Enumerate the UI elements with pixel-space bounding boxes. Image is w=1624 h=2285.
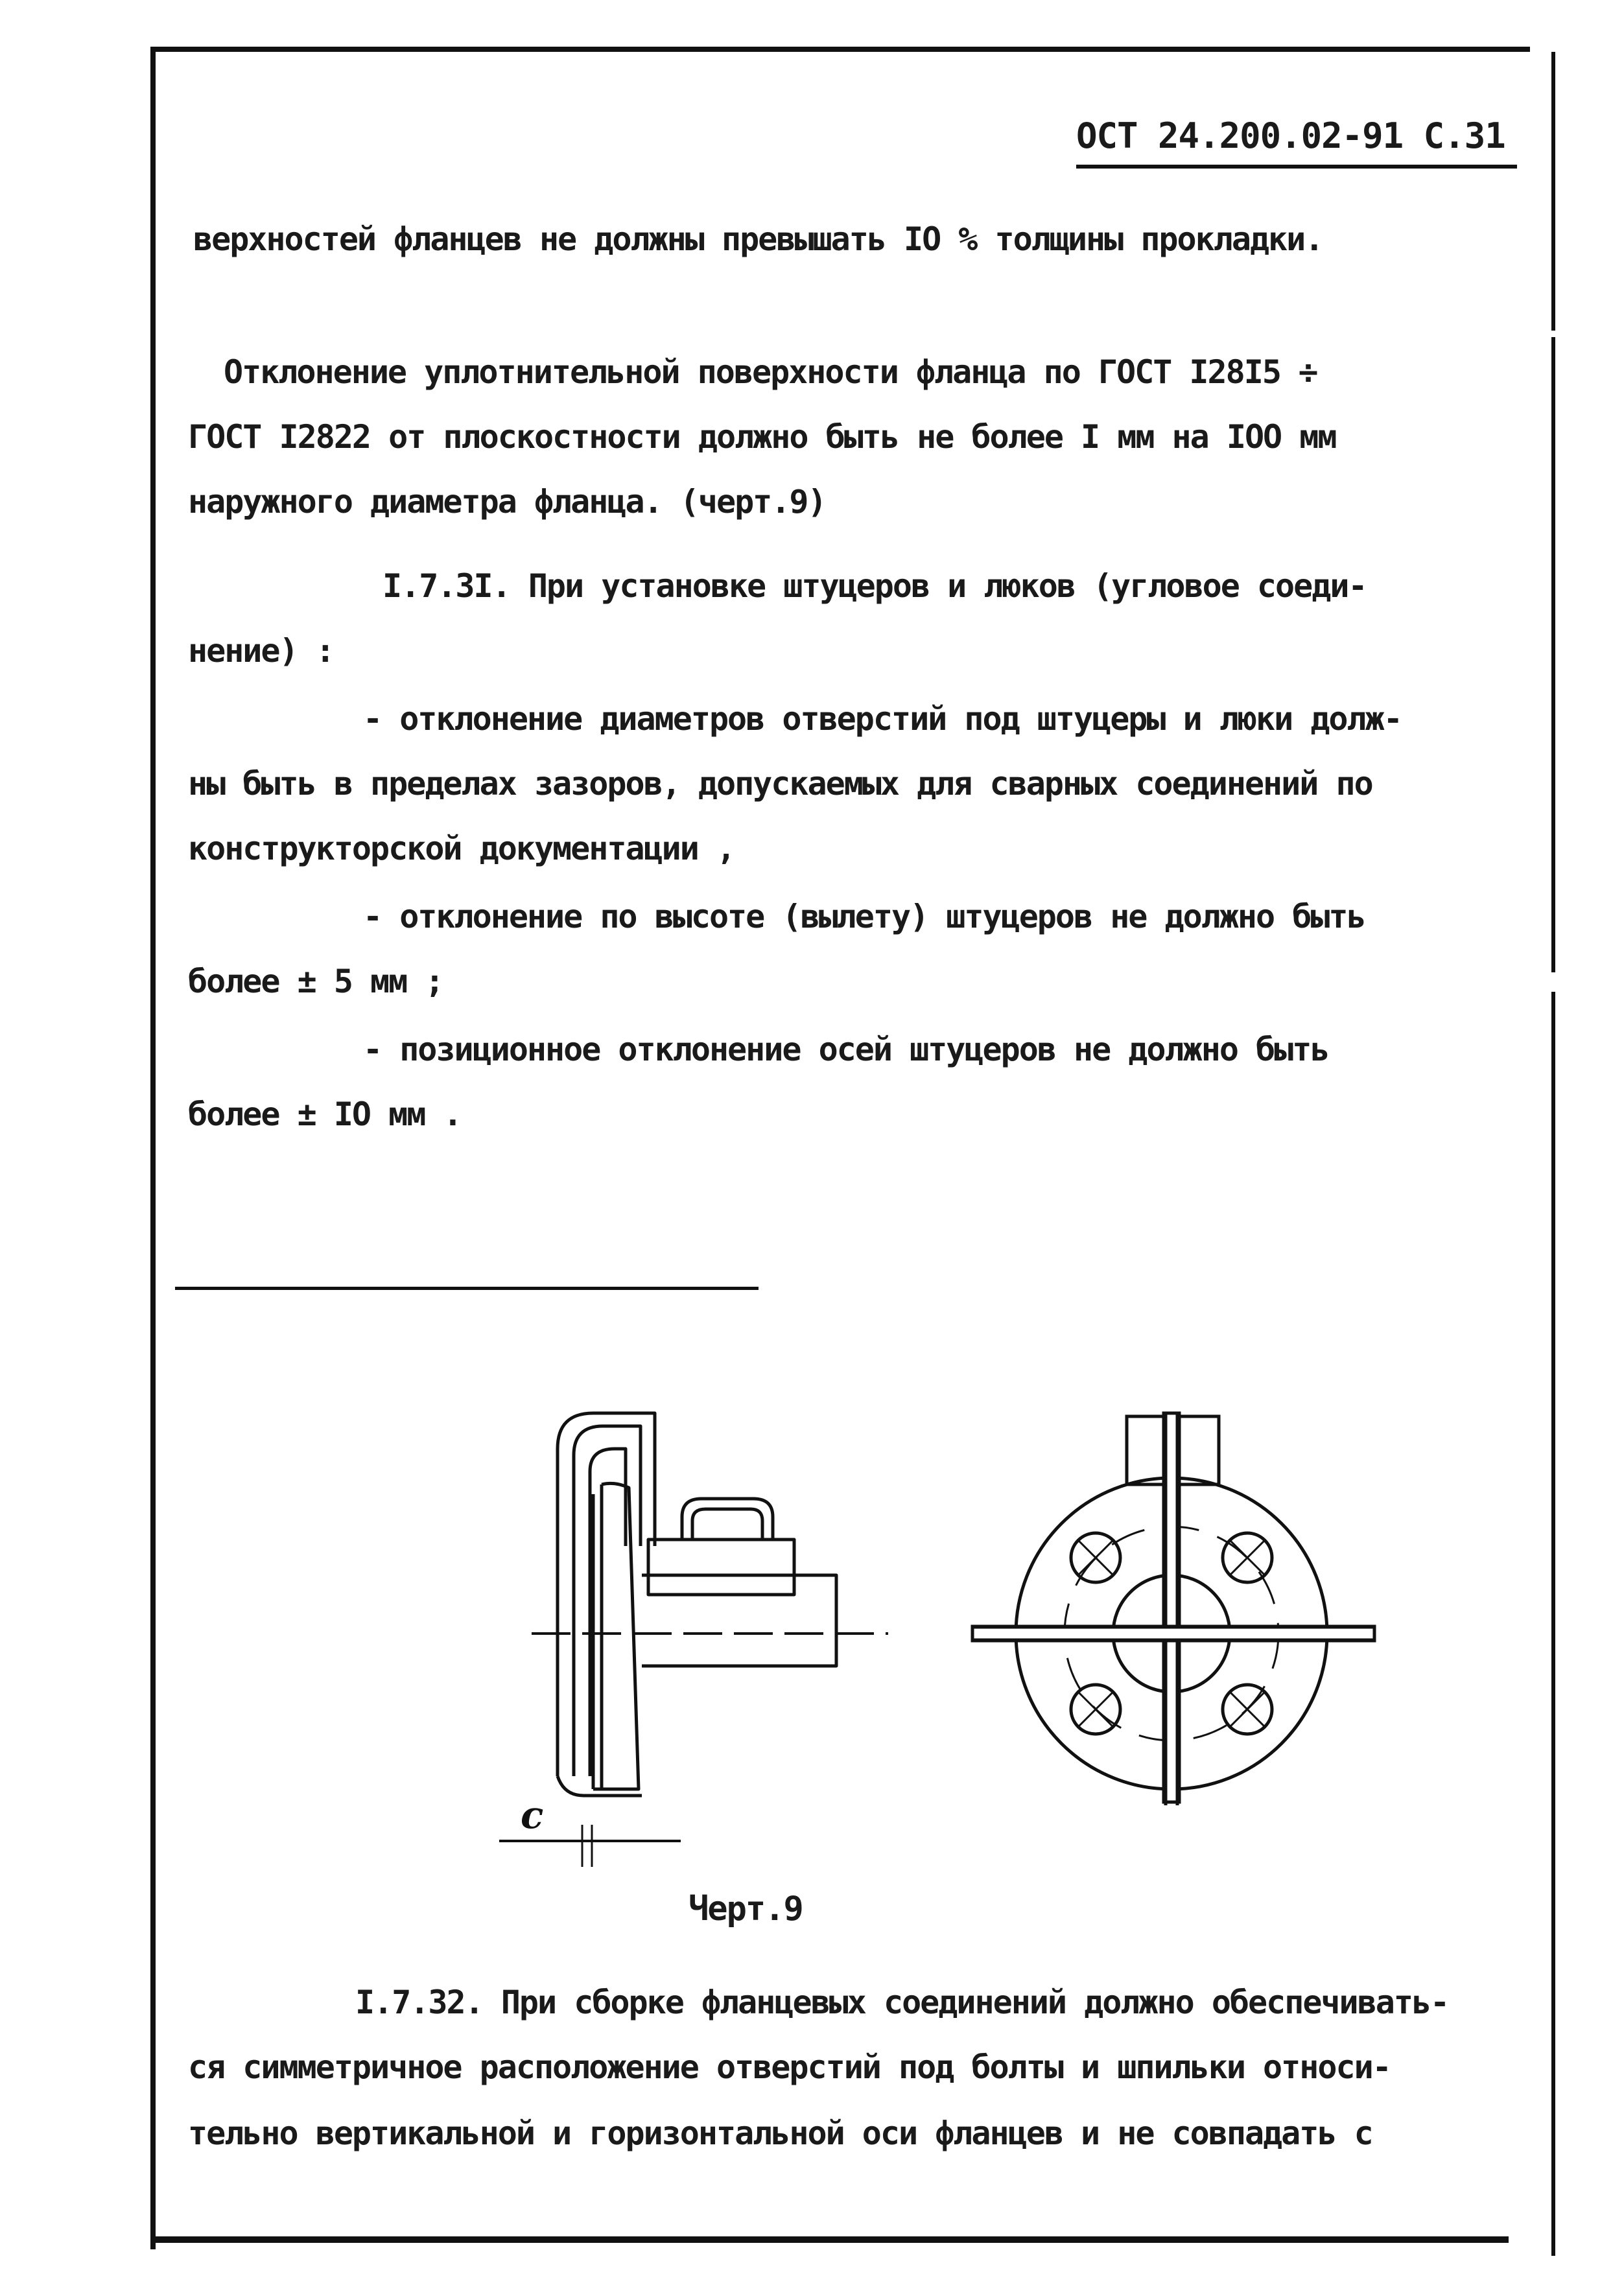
flange-front-view-icon xyxy=(972,1413,1374,1805)
body-line: конструкторской документации , xyxy=(188,830,735,867)
body-line: нение) : xyxy=(188,632,334,670)
document-code: ОСТ 24.200.02-91 С.31 xyxy=(1076,115,1505,156)
body-line: более ± IO мм . xyxy=(188,1096,462,1133)
body-line: наружного диаметра фланца. (черт.9) xyxy=(188,483,826,521)
list-item: - позиционное отклонение осей штуцеров не должно быть xyxy=(363,1031,1329,1068)
body-line: ся симметричное расположение отверстий под болты и шпильки относи- xyxy=(188,2048,1391,2086)
flange-side-view-icon xyxy=(499,1413,888,1867)
list-item: - отклонение диаметров отверстий под штуцеры и люки долж- xyxy=(363,700,1402,738)
body-line: ны быть в пределах зазоров, допускаемых для сварных соединений по xyxy=(188,765,1372,803)
list-item: - отклонение по высоте (вылету) штуцеров не должно быть xyxy=(363,898,1365,935)
body-line: тельно вертикальной и горизонтальной оси фланцев и не совпадать с xyxy=(188,2115,1372,2152)
figure-label-c: c xyxy=(521,1793,544,1837)
section-heading: I.7.3I. При установке штуцеров и люков (угловое соеди- xyxy=(382,567,1367,605)
body-line: ГОСТ I2822 от плоскостности должно быть не более I мм на IOO мм xyxy=(188,418,1336,456)
body-line: Отклонение уплотнительной поверхности фланца по ГОСТ I28I5 ÷ xyxy=(224,353,1317,391)
body-line: верхностей фланцев не должны превышать IO % толщины прокладки. xyxy=(193,220,1323,258)
figure-caption: Черт.9 xyxy=(688,1890,803,1928)
section-heading: I.7.32. При сборке фланцевых соединений должно обеспечивать- xyxy=(355,1984,1449,2021)
body-line: более ± 5 мм ; xyxy=(188,963,443,1000)
